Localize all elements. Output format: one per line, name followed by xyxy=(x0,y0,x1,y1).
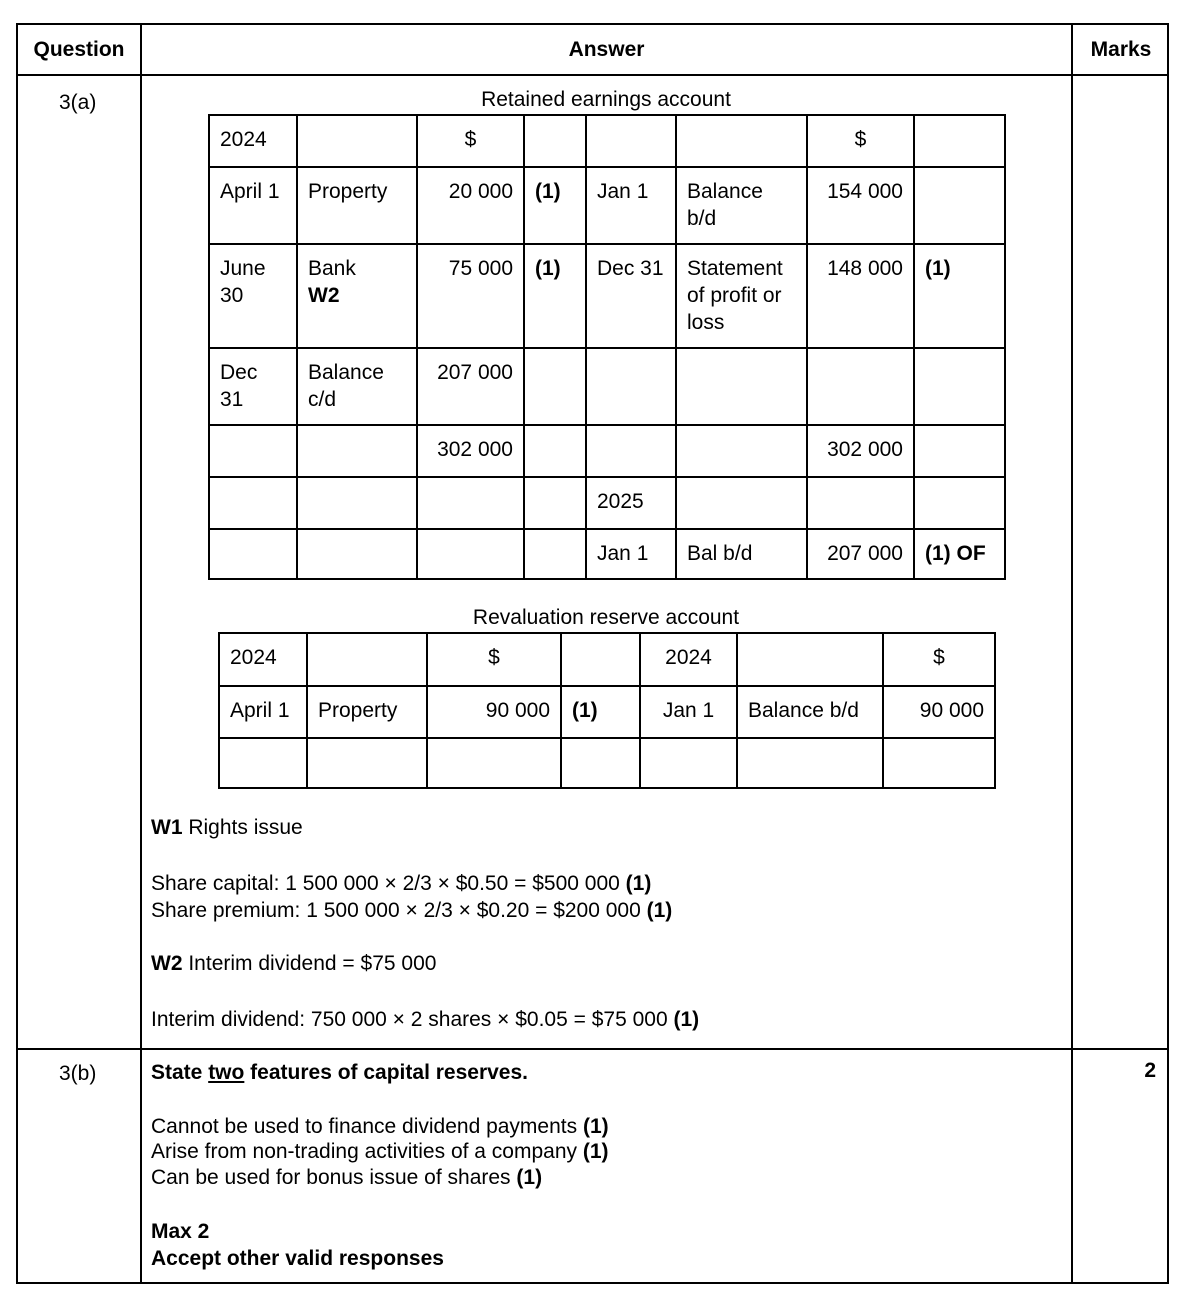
answer-mark: (1) xyxy=(516,1166,543,1189)
cell-date xyxy=(219,738,307,788)
w1-label: W1 xyxy=(151,816,183,839)
table-row xyxy=(209,529,1005,579)
cell-detail xyxy=(297,115,417,167)
cell-detail: Statement of profit or loss xyxy=(676,244,807,348)
share-capital-line xyxy=(151,870,651,897)
cell-amount: 20 000 xyxy=(417,167,524,244)
column-divider xyxy=(1071,25,1073,1282)
question-label-3b: 3(b) xyxy=(59,1062,97,1085)
cell-date: Jan 1 xyxy=(586,167,676,244)
cell-amount: 75 000 xyxy=(417,244,524,348)
cell-mark: (1) xyxy=(561,686,640,738)
retained-earnings-account xyxy=(208,114,1006,580)
table-row xyxy=(209,425,1005,477)
cell-currency: $ xyxy=(427,633,561,686)
cell-amount: 154 000 xyxy=(807,167,914,244)
marks-3b: 2 xyxy=(1144,1059,1156,1082)
cell-currency: $ xyxy=(807,115,914,167)
cell-year: 2024 xyxy=(219,633,307,686)
cell-detail xyxy=(297,477,417,529)
bank-working-ref: W2 xyxy=(308,284,340,307)
interim-dividend-mark: (1) xyxy=(673,1008,700,1031)
cell-amount xyxy=(427,738,561,788)
cell-detail: Balance b/d xyxy=(737,686,883,738)
cell-mark xyxy=(914,115,1005,167)
cell-detail xyxy=(676,425,807,477)
cell-detail xyxy=(737,633,883,686)
cell-amount xyxy=(807,477,914,529)
share-capital-text: Share capital: 1 500 000 × 2/3 × $0.50 = $500 000 xyxy=(151,872,620,895)
w2-title: Interim dividend = $75 000 xyxy=(188,952,437,975)
cell-detail xyxy=(307,633,427,686)
cell-date: Dec 31 xyxy=(586,244,676,348)
cell-mark xyxy=(561,633,640,686)
cell-amount: 207 000 xyxy=(807,529,914,579)
table-row xyxy=(209,115,1005,167)
cell-amount: 90 000 xyxy=(427,686,561,738)
cell-detail xyxy=(297,244,417,348)
w1-heading xyxy=(151,814,303,841)
cell-mark xyxy=(524,529,586,579)
cell-mark xyxy=(524,425,586,477)
cell-detail: Property xyxy=(297,167,417,244)
cell-detail: Property xyxy=(307,686,427,738)
answer-line xyxy=(151,1164,542,1191)
cell-amount: 90 000 xyxy=(883,686,995,738)
cell-currency: $ xyxy=(883,633,995,686)
cell-detail: Balance c/d xyxy=(297,348,417,425)
answer-line xyxy=(151,1113,609,1140)
cell-detail xyxy=(297,425,417,477)
question-label-3a: 3(a) xyxy=(59,91,97,114)
cell-date: Jan 1 xyxy=(586,529,676,579)
cell-detail xyxy=(307,738,427,788)
cell-date: June 30 xyxy=(209,244,297,348)
answer-mark: (1) xyxy=(582,1140,609,1163)
cell-date: April 1 xyxy=(219,686,307,738)
cell-total: 302 000 xyxy=(807,425,914,477)
w2-heading xyxy=(151,950,436,977)
cell-currency: $ xyxy=(417,115,524,167)
share-premium-text: Share premium: 1 500 000 × 2/3 × $0.20 = $200 000 xyxy=(151,899,641,922)
cell-date xyxy=(209,425,297,477)
cell-amount xyxy=(417,477,524,529)
answer-mark: (1) xyxy=(582,1115,609,1138)
cell-mark: (1) xyxy=(524,167,586,244)
cell-year: 2024 xyxy=(209,115,297,167)
w1-title: Rights issue xyxy=(188,816,303,839)
share-capital-mark: (1) xyxy=(625,872,652,895)
bank-label: Bank xyxy=(308,257,356,280)
cell-mark: (1) OF xyxy=(914,529,1005,579)
cell-date xyxy=(209,477,297,529)
cell-mark: (1) xyxy=(524,244,586,348)
cell-amount: 207 000 xyxy=(417,348,524,425)
table-row xyxy=(209,477,1005,529)
interim-dividend-line xyxy=(151,1006,699,1033)
cell-mark xyxy=(914,477,1005,529)
w2-label: W2 xyxy=(151,952,183,975)
retained-earnings-title: Retained earnings account xyxy=(481,88,731,111)
prompt-underlined: two xyxy=(208,1061,245,1084)
cell-mark xyxy=(561,738,640,788)
cell-mark xyxy=(524,115,586,167)
table-row xyxy=(209,244,1005,348)
cell-mark xyxy=(914,348,1005,425)
cell-total: 302 000 xyxy=(417,425,524,477)
table-row xyxy=(219,738,995,788)
cell-mark xyxy=(914,167,1005,244)
cell-date xyxy=(640,738,737,788)
cell-date: Dec 31 xyxy=(209,348,297,425)
column-divider xyxy=(140,25,142,1282)
cell-detail: Bal b/d xyxy=(676,529,807,579)
header-answer: Answer xyxy=(568,38,645,61)
table-row xyxy=(209,348,1005,425)
cell-year: 2024 xyxy=(640,633,737,686)
cell-date xyxy=(209,529,297,579)
answer-text: Can be used for bonus issue of shares xyxy=(151,1166,517,1189)
question-3b-prompt xyxy=(151,1059,528,1086)
interim-dividend-text: Interim dividend: 750 000 × 2 shares × $0.05 = $75 000 xyxy=(151,1008,668,1031)
cell-amount xyxy=(417,529,524,579)
cell-detail xyxy=(676,115,807,167)
share-premium-line xyxy=(151,897,672,924)
prompt-post: features of capital reserves. xyxy=(244,1061,528,1084)
cell-mark xyxy=(914,425,1005,477)
row-divider xyxy=(18,1048,1167,1050)
answer-text: Arise from non-trading activities of a company xyxy=(151,1140,583,1163)
table-row xyxy=(209,167,1005,244)
header-marks: Marks xyxy=(1090,38,1152,61)
table-row xyxy=(219,686,995,738)
cell-mark xyxy=(524,348,586,425)
table-row xyxy=(219,633,995,686)
cell-detail xyxy=(297,529,417,579)
cell-amount xyxy=(807,348,914,425)
revaluation-reserve-title: Revaluation reserve account xyxy=(472,606,740,629)
cell-detail xyxy=(737,738,883,788)
cell-date xyxy=(586,425,676,477)
accept-note: Accept other valid responses xyxy=(151,1247,444,1270)
cell-detail xyxy=(676,477,807,529)
cell-mark: (1) xyxy=(914,244,1005,348)
answer-line xyxy=(151,1138,609,1165)
revaluation-reserve-account xyxy=(218,632,996,789)
cell-date: Jan 1 xyxy=(640,686,737,738)
cell-mark xyxy=(524,477,586,529)
cell-year: 2025 xyxy=(586,477,676,529)
share-premium-mark: (1) xyxy=(646,899,673,922)
cell-date: April 1 xyxy=(209,167,297,244)
cell-date xyxy=(586,115,676,167)
cell-amount: 148 000 xyxy=(807,244,914,348)
cell-date xyxy=(586,348,676,425)
cell-detail xyxy=(676,348,807,425)
header-question: Question xyxy=(33,38,125,61)
answer-text: Cannot be used to finance dividend payments xyxy=(151,1115,583,1138)
cell-detail: Balance b/d xyxy=(676,167,807,244)
cell-amount xyxy=(883,738,995,788)
max-marks: Max 2 xyxy=(151,1220,210,1243)
prompt-pre: State xyxy=(151,1061,209,1084)
